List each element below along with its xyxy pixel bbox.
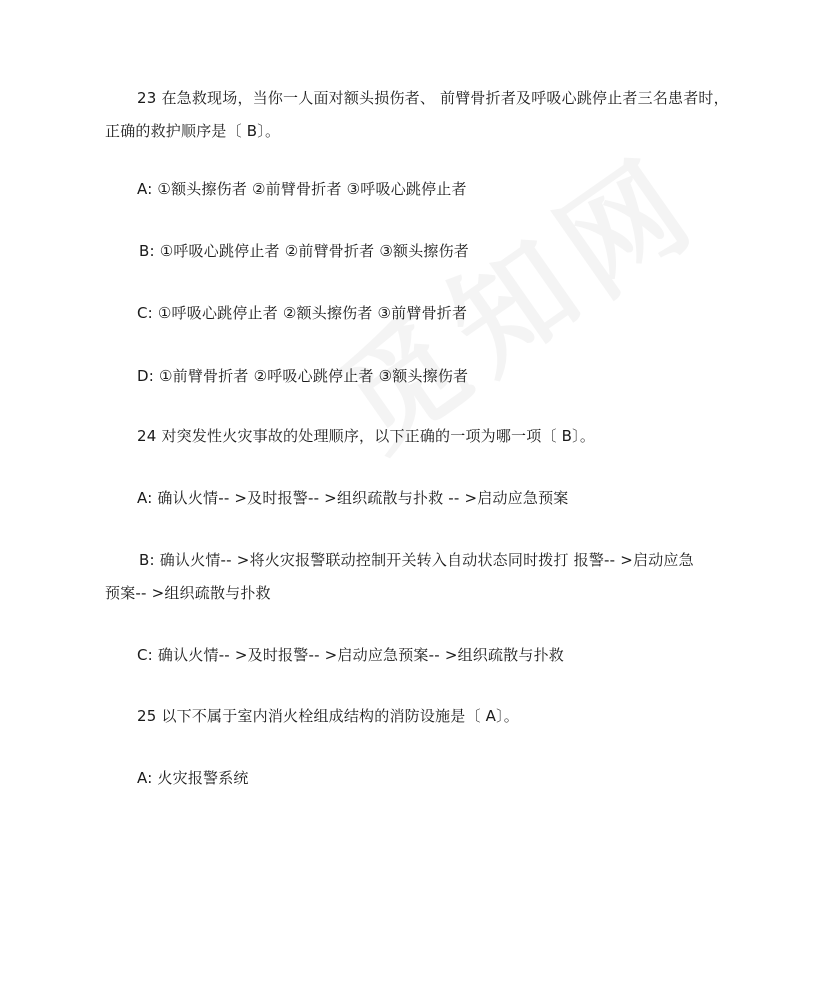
q23-option-d: D: ①前臂骨折者 ②呼吸心跳停止者 ③额头擦伤者 xyxy=(137,367,469,385)
q23-stem-line-1: 23 在急救现场，当你一人面对额头损伤者、 前臂骨折者及呼吸心跳停止者三名患者时， xyxy=(137,89,729,107)
q25-stem: 25 以下不属于室内消火栓组成结构的消防设施是〔 A〕。 xyxy=(137,707,519,725)
q24-option-a: A: 确认火情-- >及时报警-- >组织疏散与扑救 -- >启动应急预案 xyxy=(137,489,569,507)
q23-option-b: B: ①呼吸心跳停止者 ②前臂骨折者 ③额头擦伤者 xyxy=(139,242,469,260)
q24-option-b-continued: 预案-- >组织疏散与扑救 xyxy=(105,584,271,602)
q23-stem-line-2: 正确的救护顺序是〔 B〕。 xyxy=(105,122,281,140)
q24-stem: 24 对突发性火灾事故的处理顺序，以下正确的一项为哪一项〔 B〕。 xyxy=(137,427,596,445)
q25-option-a: A: 火灾报警系统 xyxy=(137,769,249,787)
q24-option-b: B: 确认火情-- >将火灾报警联动控制开关转入自动状态同时拨打 报警-- >启动应急 xyxy=(139,551,694,569)
q24-option-c: C: 确认火情-- >及时报警-- >启动应急预案-- >组织疏散与扑救 xyxy=(137,646,564,664)
q23-option-c: C: ①呼吸心跳停止者 ②额头擦伤者 ③前臂骨折者 xyxy=(137,304,468,322)
q23-option-a: A: ①额头擦伤者 ②前臂骨折者 ③呼吸心跳停止者 xyxy=(137,180,467,198)
